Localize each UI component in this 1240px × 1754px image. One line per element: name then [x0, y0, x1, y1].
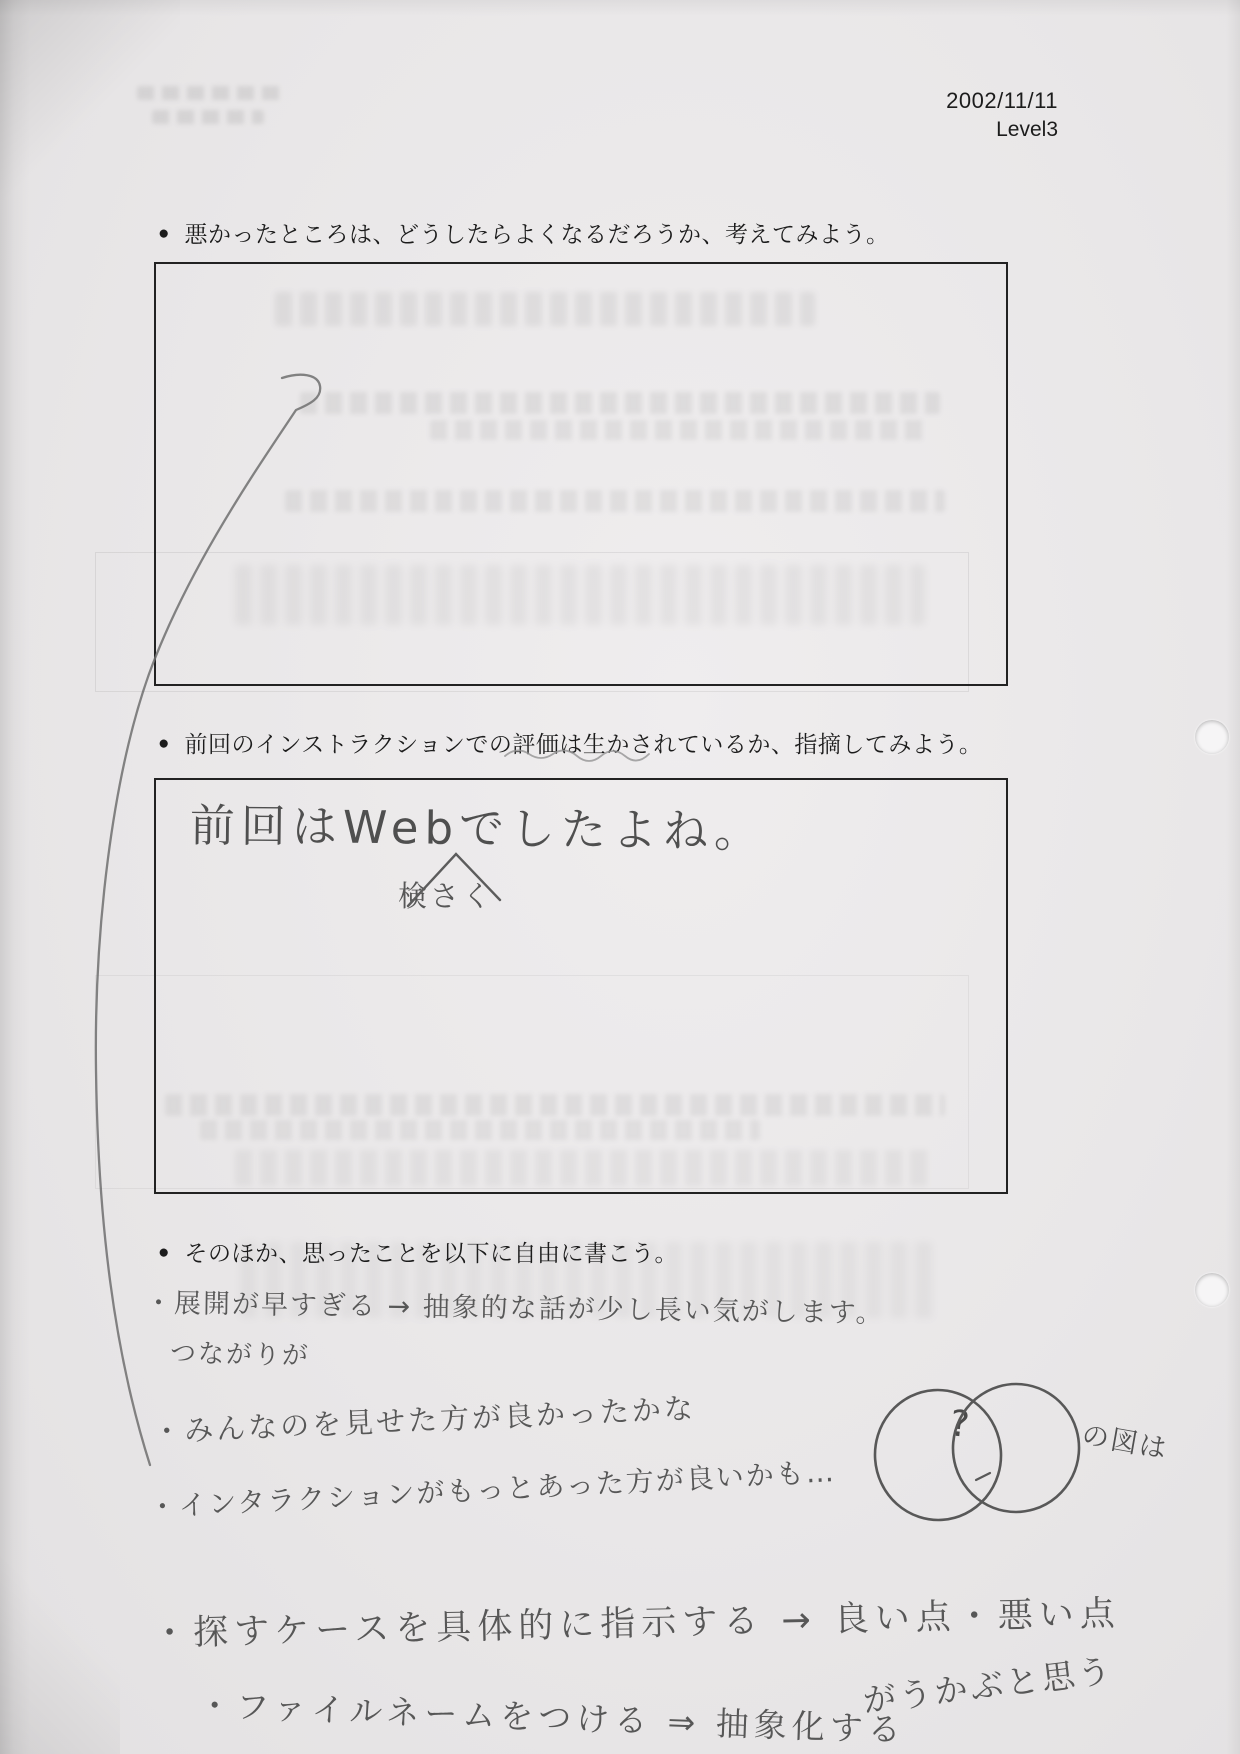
level-text: Level3: [996, 118, 1058, 141]
bullet-icon: ●: [158, 223, 170, 244]
prompt-2-text: 前回のインストラクションでの評価は生かされているか、指摘してみよう。: [184, 731, 983, 757]
overlap-tick: [976, 1473, 990, 1480]
answer-box-1: [154, 262, 1008, 686]
prompt-1: [158, 216, 889, 249]
document-header: [898, 86, 1058, 144]
prompt-3: [158, 1235, 678, 1268]
venn-circle-right: [948, 1379, 1085, 1517]
handwritten-note: ・インタラクションがもっとあった方が良いかも…: [147, 1455, 837, 1524]
bleedthrough-header-line: [137, 86, 287, 100]
handwritten-note: ・展開が早すぎる → 抽象的な話が少し長い気がします。: [144, 1287, 885, 1330]
paper-crease-bottom-left: [0, 1534, 120, 1754]
date-text: 2002/11/11: [946, 88, 1058, 113]
bleedthrough-header-line: [152, 110, 264, 124]
prompt-3-text: そのほか、思ったことを以下に自由に書こう。: [184, 1240, 678, 1266]
paper-crease-top-left: [0, 0, 180, 200]
handwritten-note: ・みんなのを見せた方が良かったかな: [151, 1391, 697, 1449]
prompt-1-text: 悪かったところは、どうしたらよくなるだろうか、考えてみよう。: [184, 221, 890, 247]
prompt-2: [158, 726, 982, 759]
venn-circle-left: [871, 1386, 1006, 1524]
handwritten-q2-answer: 前回はWebでしたよね。: [189, 798, 766, 859]
bullet-icon: ●: [158, 1242, 170, 1263]
handwritten-note: つながりが: [169, 1338, 311, 1372]
venn-overlap-label: ?: [947, 1403, 972, 1446]
punch-hole: [1195, 720, 1229, 754]
handwritten-q2-insertion: 検さく: [398, 879, 495, 913]
punch-hole: [1195, 1273, 1229, 1307]
handwritten-note: ・探すケースを具体的に指示する → 良い点・悪い点: [151, 1593, 1122, 1655]
venn-caption: の図は: [1079, 1419, 1171, 1466]
handwritten-note: ・ファイルネームをつける ⇒ 抽象化する: [197, 1685, 907, 1750]
handwritten-note: がうかぶと思う: [860, 1650, 1116, 1721]
bullet-icon: ●: [158, 733, 170, 754]
